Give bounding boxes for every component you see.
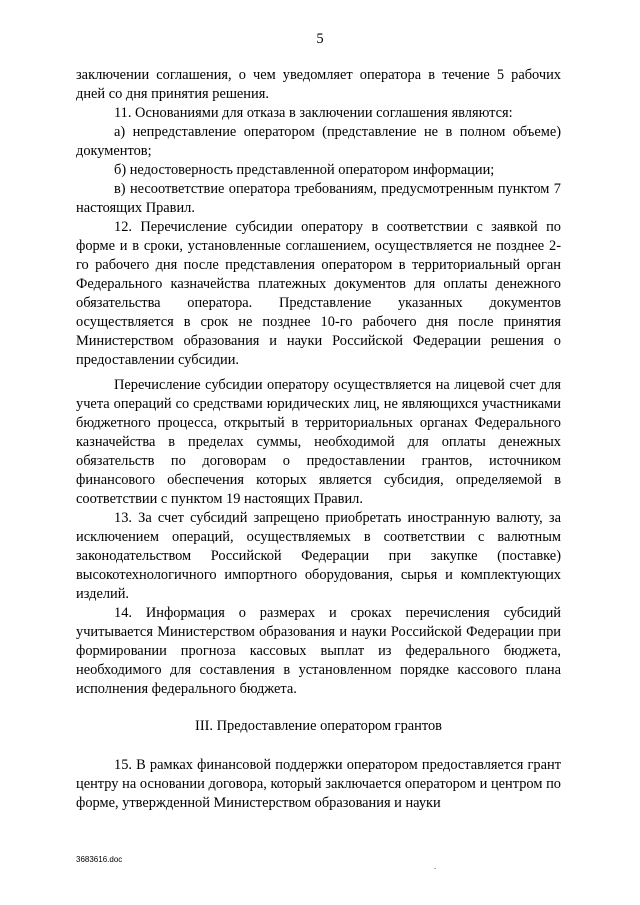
page-number: 5 xyxy=(316,31,324,47)
document-body xyxy=(76,66,561,813)
paragraph-item-11v: в) несоответствие оператора требованиям, предусмотренным пунктом 7 настоящих Правил. xyxy=(76,181,561,216)
paragraph-continuation: заключении соглашения, о чем уведомляет оператора в течение 5 рабочих дней со дня принятия решения. xyxy=(76,67,561,102)
paragraph-item-14: 14. Информация о размерах и сроках перечисления субсидий учитывается Министерством образования и науки Российской Федерации при формировании прогноза кассовых выплат из федерального бюджета, необходимого для составления в установленном порядке кассового плана исполнения федерального бюджета. xyxy=(76,605,561,697)
paragraph-item-12-cont: Перечисление субсидии оператору осуществляется на лицевой счет для учета операций со средствами юридических лиц, не являющихся участниками бюджетного процесса, открытый в территориальных органах Федерального казначейства в пределах суммы, необходимой для оплаты денежных обязательств по договорам о предоставлении грантов, источником финансового обеспечения которых является субсидия, определяемой в соответствии с пунктом 19 настоящих Правил. xyxy=(76,377,561,507)
paragraph-item-15: 15. В рамках финансовой поддержки оператором предоставляется грант центру на основании договора, который заключается оператором и центром по форме, утвержденной Министерством образования и науки xyxy=(76,757,561,811)
paragraph-item-12: 12. Перечисление субсидии оператору в соответствии с заявкой по форме и в сроки, установленные соглашением, осуществляется не позднее 2-го рабочего дня после представления оператором в территориальный орган Федерального казначейства платежных документов для оплаты денежного обязательства оператора. Представление указанных документов осуществляется в срок не позднее 10-го рабочего дня после принятия Министерством образования и науки Российской Федерации решения о предоставлении субсидии. xyxy=(76,219,561,368)
paragraph-item-13: 13. За счет субсидий запрещено приобретать иностранную валюту, за исключением операций, осуществляемых в соответствии с валютным законодательством Российской Федерации при закупке (поставке) высокотехнологичного импортного оборудования, сырья и комплектующих изделий. xyxy=(76,510,561,602)
paragraph-item-11a: а) непредставление оператором (представление не в полном объеме) документов; xyxy=(76,124,561,159)
footer-doc-code: 3683616.doc xyxy=(76,855,123,864)
footer-mark: . xyxy=(434,862,437,871)
section-heading: III. Предоставление оператором грантов xyxy=(195,718,442,734)
paragraph-item-11: 11. Основаниями для отказа в заключении соглашения являются: xyxy=(114,105,513,121)
paragraph-item-11b: б) недостоверность представленной оператором информации; xyxy=(114,162,495,178)
